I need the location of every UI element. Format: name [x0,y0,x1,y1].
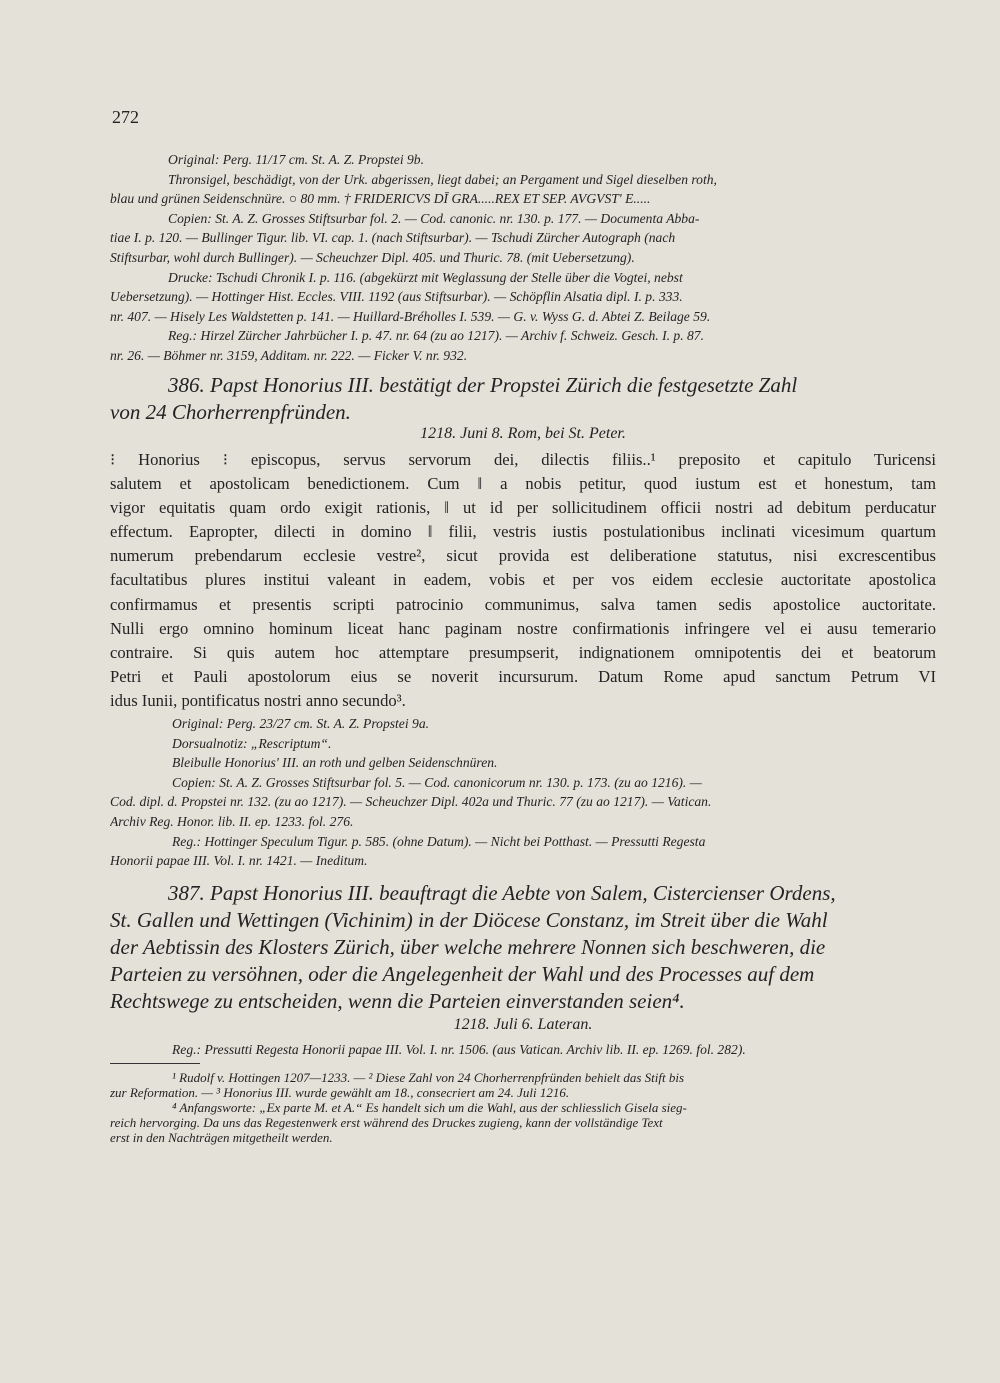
doc387-heading [110,880,936,1015]
doc385-notes [110,150,936,366]
footnote-line: ¹ Rudolf v. Hottingen 1207—1233. — ² Diese Zahl von 24 Chorherrenpfründen behielt das Stift bis [172,1070,685,1085]
text-line: vigor equitatis quam ordo exigit rationis, ‖ ut id per sollicitudinem officii nostri ad debitum perducatur [110,498,936,518]
heading-line: Parteien zu versöhnen, oder die Angelegenheit der Wahl und des Processes auf dem [110,962,815,986]
text-line: idus Iunii, pontificatus nostri anno secundo³. [110,690,406,710]
note-line: Reg.: Hirzel Zürcher Jahrbücher I. p. 47. nr. 64 (zu ao 1217). — Archiv f. Schweiz. Gesch. I. p. 87. [168,328,705,344]
note-line: Dorsualnotiz: „Rescriptum“. [172,735,332,751]
text-line: Nulli ergo omnino hominum liceat hanc paginam nostre confirmationis infringere vel ei ausu temerario [110,618,936,638]
text-line: salutem et apostolicam benedictionem. Cum ‖ a nobis petitur, quod iustum est et honestum, tam [110,474,936,494]
note-line: Honorii papae III. Vol. I. nr. 1421. — Ineditum. [110,853,368,869]
text-line: facultatibus plures institui valeant in eadem, vobis et per vos eidem ecclesie auctoritate apostolica [110,570,936,590]
doc386-heading [110,372,936,426]
doc386-notes [110,714,936,871]
note-line: Copien: St. A. Z. Grosses Stiftsurbar fol. 5. — Cod. canonicorum nr. 130. p. 173. (zu ao 1216). — [172,774,702,790]
footnote-line: erst in den Nachträgen mitgetheilt werden. [110,1130,333,1145]
doc386-date: 1218. Juni 8. Rom, bei St. Peter. [420,425,626,442]
note-line: tiae I. p. 120. — Bullinger Tigur. lib. VI. cap. 1. (nach Stiftsurbar). — Tschudi Zürcher Autograph (nach [110,230,676,246]
note-line: Cod. dipl. d. Propstei nr. 132. (zu ao 1217). — Scheuchzer Dipl. 402a und Thuric. 77 (zu ao 1217). — Vatican. [110,794,712,810]
heading-line: 386. Papst Honorius III. bestätigt der Propstei Zürich die festgesetzte Zahl [168,373,798,397]
page-number: 272 [112,107,139,127]
heading-line: von 24 Chorherrenpfründen. [110,400,351,424]
note-line: Thronsigel, beschädigt, von der Urk. abgerissen, liegt dabei; an Pergament und Sigel dieselben roth, [168,171,717,187]
footnotes [110,1070,936,1145]
note-line: Copien: St. A. Z. Grosses Stiftsurbar fol. 2. — Cod. canonic. nr. 130. p. 177. — Documenta Abba- [168,210,700,226]
doc386-text [110,448,936,713]
text-line: ⁝ Honorius ⁝ episcopus, servus servorum dei, dilectis filiis..¹ preposito et capitulo Turicensi [110,450,936,469]
text-line: numerum prebendarum ecclesie vestre², sicut provida est deliberatione statutus, nisi excrescentibus [110,546,936,566]
heading-line: 387. Papst Honorius III. beauftragt die Aebte von Salem, Cistercienser Ordens, [168,881,836,905]
text-line: Petri et Pauli apostolorum eius se noverit incursurum. Datum Rome apud sanctum Petrum VI [110,666,936,686]
text-line: contraire. Si quis autem hoc attemptare presumpserit, indignationem omnipotentis dei et beatorum [110,642,936,662]
note-line: blau und grünen Seidenschnüre. ○ 80 mm. † FRIDERICVS DĪ GRA.....REX ET SEP. AVGVST' E..... [110,191,651,207]
note-line: Original: Perg. 11/17 cm. St. A. Z. Propstei 9b. [168,152,425,167]
note-line: Drucke: Tschudi Chronik I. p. 116. (abgekürzt mit Weglassung der Stelle über die Vogtei, nebst [168,269,683,285]
footnote-line: reich hervorging. Da uns das Regestenwerk erst während des Druckes zugieng, kann der vollständige Text [110,1115,663,1130]
heading-line: der Aebtissin des Klosters Zürich, über welche mehrere Nonnen sich beschweren, die [110,935,826,959]
note-line: nr. 26. — Böhmer nr. 3159, Additam. nr. 222. — Ficker V. nr. 932. [110,347,468,363]
note-line: Reg.: Hottinger Speculum Tigur. p. 585. (ohne Datum). — Nicht bei Potthast. — Pressutti Regesta [172,833,706,849]
text-line: effectum. Eapropter, dilecti in domino ‖ filii, vestris iustis postulationibus inclinati vicesimum quartum [110,522,936,542]
heading-line: Rechtswege zu entscheiden, wenn die Parteien einverstanden seien⁴. [110,989,685,1013]
heading-line: St. Gallen und Wettingen (Vichinim) in der Diöcese Constanz, im Streit über die Wahl [110,908,828,932]
note-line: Uebersetzung). — Hottinger Hist. Eccles. VIII. 1192 (aus Stiftsurbar). — Schöpflin Alsatia dipl. I. p. 333. [110,289,683,305]
note-line: Archiv Reg. Honor. lib. II. ep. 1233. fol. 276. [110,813,354,829]
note-line: Bleibulle Honorius' III. an roth und gelben Seidenschnüren. [172,755,498,771]
note-line: Original: Perg. 23/27 cm. St. A. Z. Propstei 9a. [172,716,430,731]
text-line: confirmamus et presentis scripti patrocinio communimus, salva tamen sedis apostolice auctoritate. [110,594,936,614]
footnote-divider [110,1063,200,1064]
note-line: Stiftsurbar, wohl durch Bullinger). — Scheuchzer Dipl. 405. und Thuric. 78. (mit Uebersetzung). [110,249,635,265]
doc387-reg [110,1040,936,1060]
note-line: nr. 407. — Hisely Les Waldstetten p. 141. — Huillard-Bréholles I. 539. — G. v. Wyss G. d. Abtei Z. Beilage 59. [110,308,711,324]
note-line: Reg.: Pressutti Regesta Honorii papae III. Vol. I. nr. 1506. (aus Vatican. Archiv lib. II. ep. 1269. fol. 282). [172,1042,746,1057]
doc387-date: 1218. Juli 6. Lateran. [453,1016,593,1033]
footnote-line: ⁴ Anfangsworte: „Ex parte M. et A.“ Es handelt sich um die Wahl, aus der schliesslich Gisela sieg- [172,1100,687,1115]
footnote-line: zur Reformation. — ³ Honorius III. wurde gewählt am 18., consecriert am 24. Juli 1216. [110,1085,570,1100]
